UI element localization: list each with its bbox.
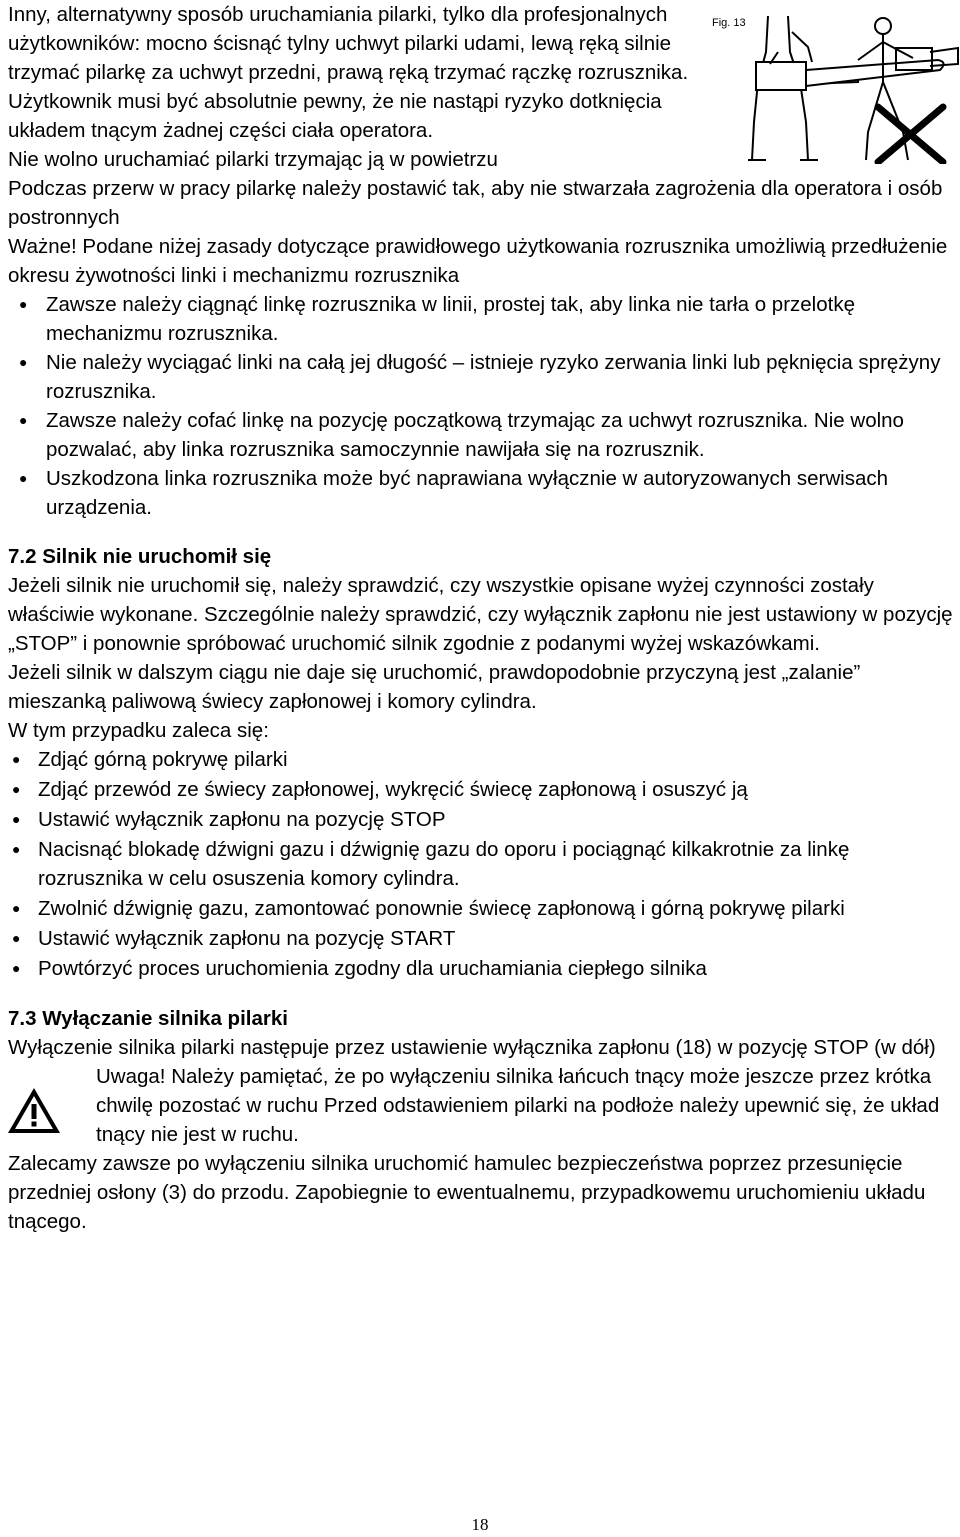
list-item	[8, 406, 958, 464]
list-item	[8, 894, 958, 923]
list-item	[8, 954, 958, 983]
breaks-paragraph: Podczas przerw w pracy pilarkę należy postawić tak, aby nie stwarzała zagrożenia dla operatora i osób postronnych	[8, 177, 943, 229]
list-item	[8, 924, 958, 953]
list-item-text: Zdjąć górną pokrywę pilarki	[38, 748, 288, 771]
list-item	[8, 745, 958, 774]
section-7-2-heading: 7.2 Silnik nie uruchomił się	[8, 545, 272, 568]
bullet-icon: ●	[12, 900, 21, 916]
starter-rules-list	[8, 290, 958, 522]
alternative-start-paragraph: Inny, alternatywny sposób uruchamiania pilarki, tylko dla profesjonalnych użytkowników: mocno ścisnąć tylny uchwyt pilarki udami, lewą ręką silnie trzymać pilarkę za uchwyt przedni, prawą ręką trzymać rączkę rozrusznika. Użytkownik musi być absolutnie pewny, że nie nastąpi ryzyko dotknięcia układem tnącym żadnej części ciała operatora.	[8, 3, 689, 142]
page-number: 18	[471, 1515, 489, 1534]
list-item-text: Zawsze należy ciągnąć linkę rozrusznika w linii, prostej tak, aby linka nie tarła o przelotkę mechanizmu rozrusznika.	[46, 293, 855, 345]
list-item-text: Zdjąć przewód ze świecy zapłonowej, wykręcić świecę zapłonową i osuszyć ją	[38, 778, 748, 801]
bullet-icon: ●	[12, 781, 21, 797]
bullet-icon: ●	[19, 296, 28, 312]
list-item-text: Nie należy wyciągać linki na całą jej długość – istnieje ryzyko zerwania linki lub pęknięcia sprężyny rozrusznika.	[46, 351, 941, 403]
list-item-text: Nacisnąć blokadę dźwigni gazu i dźwignię gazu do oporu i pociągnąć kilkakrotnie za linkę rozrusznika w celu osuszenia komory cylindra.	[38, 838, 850, 890]
warning-triangle-icon	[6, 1086, 62, 1136]
section-7-2-paragraph-2: Jeżeli silnik w dalszym ciągu nie daje się uruchomić, prawdopodobnie przyczyną jest „zalanie” mieszanką paliwową świecy zapłonowej i komory cylindra.	[8, 661, 861, 713]
list-item	[8, 464, 958, 522]
section-7-3-paragraph-1: Wyłączenie silnika pilarki następuje przez ustawienie wyłącznika zapłonu (18) w pozycję STOP (w dół)	[8, 1036, 936, 1059]
warning-block	[8, 1062, 958, 1149]
flooded-engine-steps	[8, 745, 958, 983]
section-7-3-heading: 7.3 Wyłączanie silnika pilarki	[8, 1007, 288, 1030]
document-page	[8, 0, 958, 1236]
section-7-3-paragraph-2: Zalecamy zawsze po wyłączeniu silnika uruchomić hamulec bezpieczeństwa poprzez przesunięcie przedniej osłony (3) do przodu. Zapobiegnie to ewentualnemu, przypadkowemu uruchomieniu układu tnącego.	[8, 1152, 926, 1233]
bullet-icon: ●	[12, 960, 21, 976]
bullet-icon: ●	[12, 930, 21, 946]
bullet-icon: ●	[12, 841, 21, 857]
list-item	[8, 835, 958, 893]
list-item-text: Ustawić wyłącznik zapłonu na pozycję STOP	[38, 808, 446, 831]
list-item-text: Zwolnić dźwignię gazu, zamontować ponownie świecę zapłonową i górną pokrywę pilarki	[38, 897, 845, 920]
section-7-2-paragraph-3: W tym przypadku zaleca się:	[8, 719, 269, 742]
list-item-text: Uszkodzona linka rozrusznika może być naprawiana wyłącznie w autoryzowanych serwisach urządzenia.	[46, 467, 889, 519]
list-item	[8, 348, 958, 406]
figure-13-illustration	[708, 12, 960, 164]
bullet-icon: ●	[12, 751, 21, 767]
list-item-text: Ustawić wyłącznik zapłonu na pozycję START	[38, 927, 456, 950]
bullet-icon: ●	[19, 412, 28, 428]
important-intro: Ważne! Podane niżej zasady dotyczące prawidłowego użytkowania rozrusznika umożliwią przedłużenie okresu żywotności linki i mechanizmu rozrusznika	[8, 235, 948, 287]
list-item-text: Zawsze należy cofać linkę na pozycję początkową trzymając za uchwyt rozrusznika. Nie wolno pozwalać, aby linka rozrusznika samoczynnie nawijała się na rozrusznik.	[46, 409, 904, 461]
list-item-text: Powtórzyć proces uruchomienia zgodny dla uruchamiania ciepłego silnika	[38, 957, 707, 980]
bullet-icon: ●	[19, 470, 28, 486]
warning-text: Uwaga! Należy pamiętać, że po wyłączeniu silnika łańcuch tnący może jeszcze przez krótka chwilę pozostać w ruchu Przed odstawieniem pilarki na podłoże należy upewnić się, że układ tnący nie jest w ruchu.	[96, 1065, 940, 1146]
bullet-icon: ●	[12, 811, 21, 827]
section-7-2-paragraph-1: Jeżeli silnik nie uruchomił się, należy sprawdzić, czy wszystkie opisane wyżej czynności zostały właściwie wykonane. Szczególnie należy sprawdzić, czy wyłącznik zapłonu nie jest ustawiony w pozycję „STOP” i ponownie spróbować uruchomić silnik zgodnie z podanymi wyżej wskazówkami.	[8, 574, 953, 655]
figure-label: Fig. 13	[712, 17, 746, 29]
no-air-start-warning: Nie wolno uruchamiać pilarki trzymając ją w powietrzu	[8, 148, 498, 171]
list-item	[8, 775, 958, 804]
bullet-icon: ●	[19, 354, 28, 370]
list-item	[8, 290, 958, 348]
list-item	[8, 805, 958, 834]
